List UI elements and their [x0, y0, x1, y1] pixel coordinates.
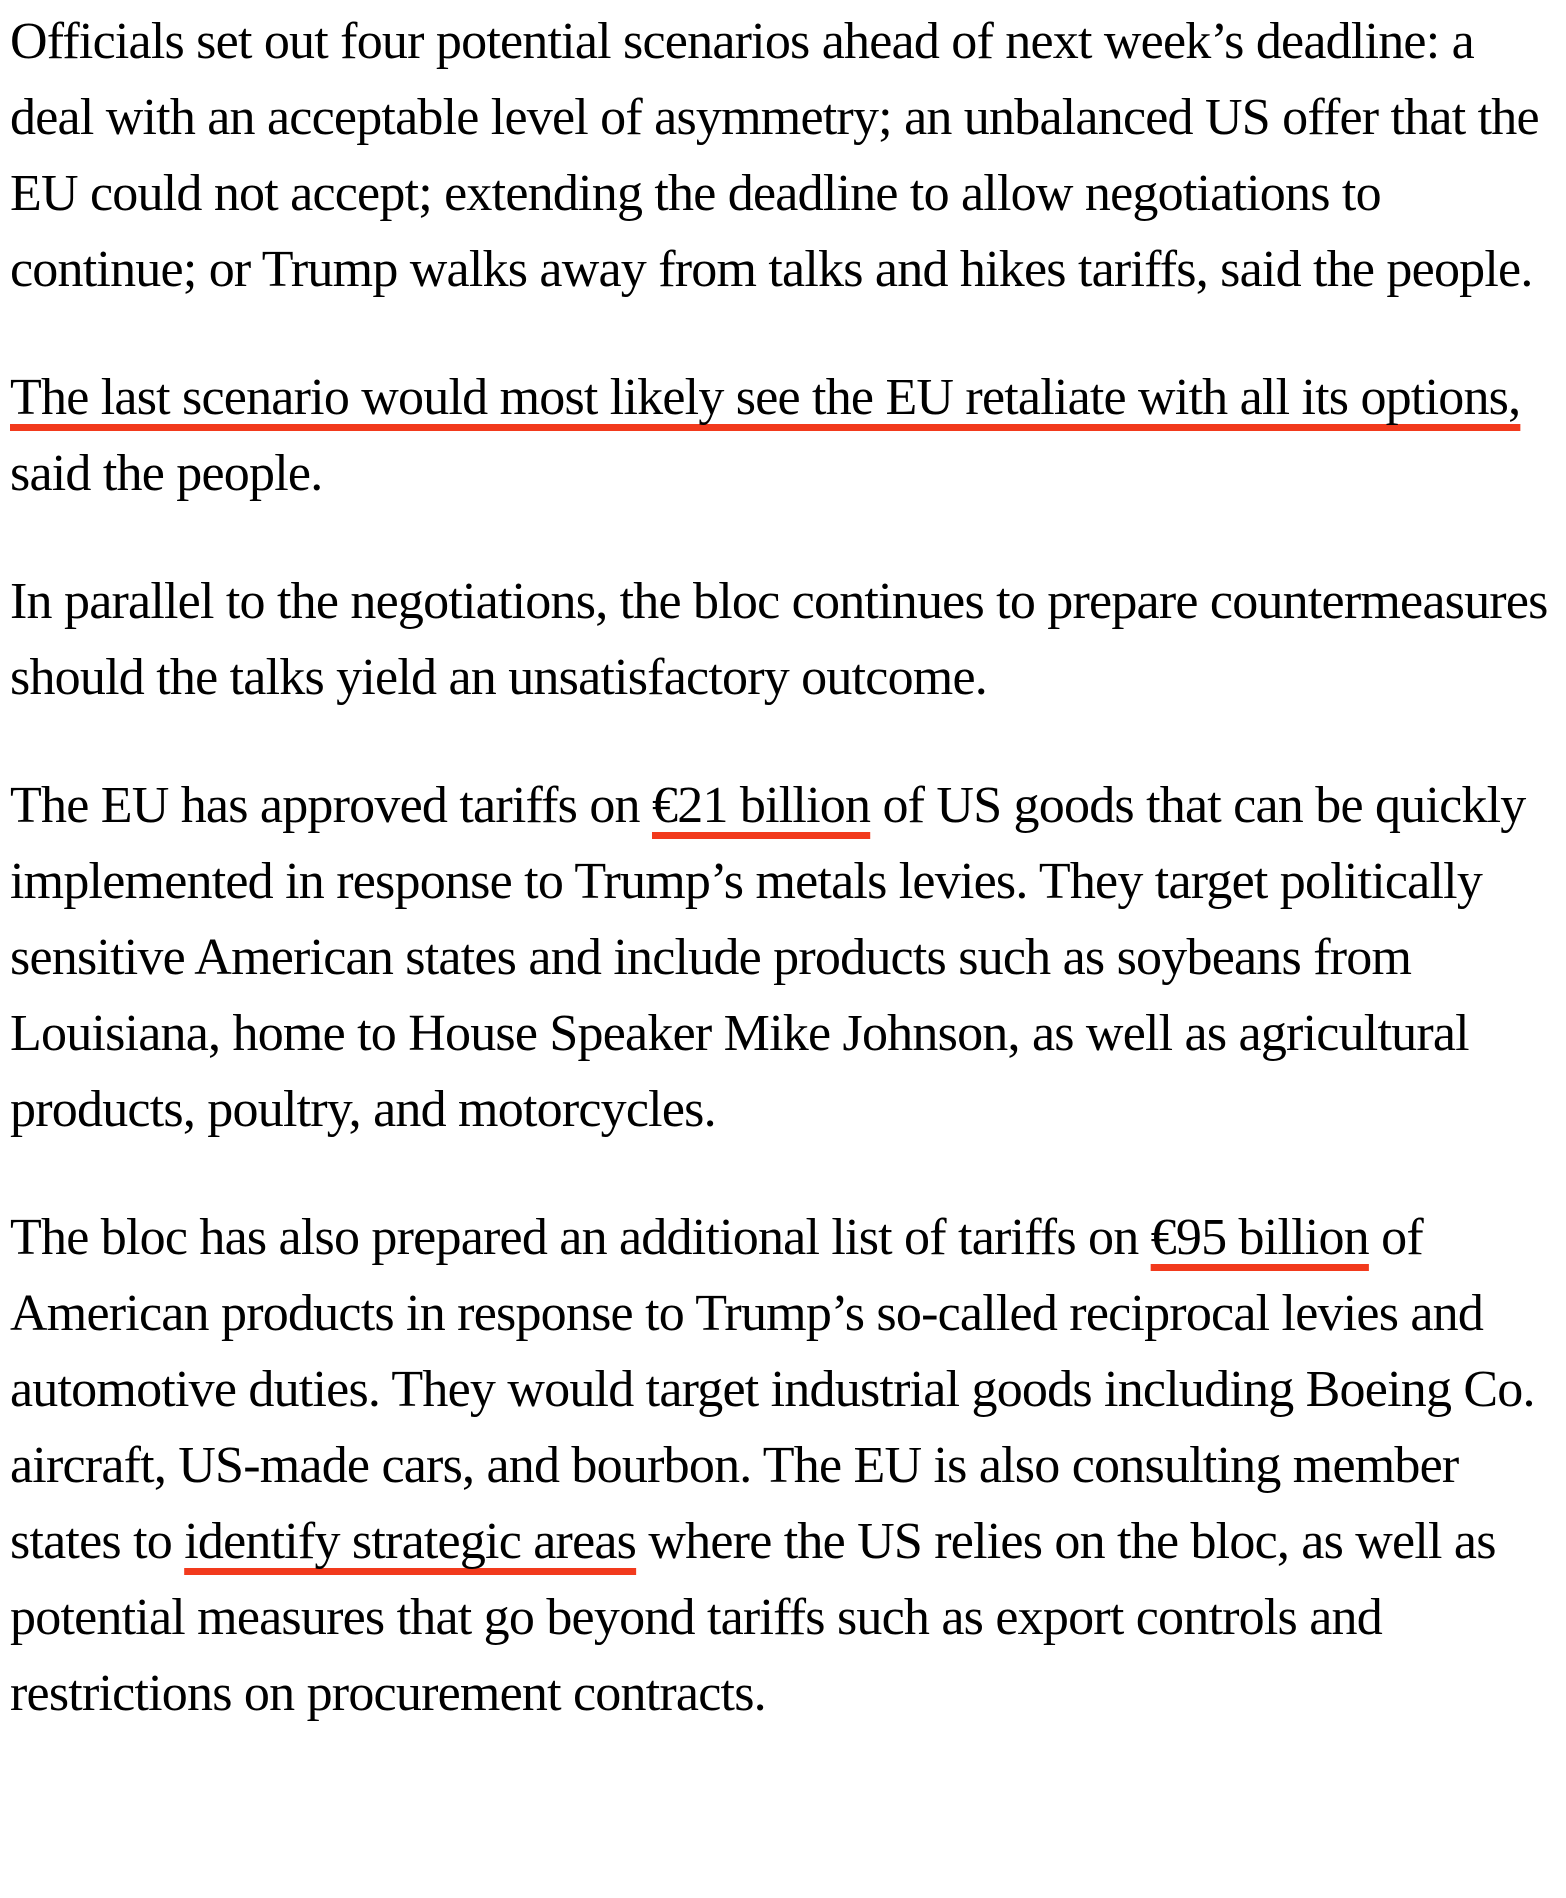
text-segment: where the US relies on the bloc, as well as potential measures that go beyond tariffs such as export controls and restrictions on procurement contracts.: [10, 1513, 1496, 1722]
paragraph: [10, 360, 1550, 512]
text-segment: of US goods that can be quickly implemented in response to Trump’s metals levies. They target politically sensitive American states and include products such as soybeans from Louisiana, home to House Speaker Mike Johnson, as well as agricultural products, poultry, and motorcycles.: [10, 777, 1526, 1138]
paragraph: [10, 564, 1550, 716]
inline-link[interactable]: €95 billion: [1150, 1209, 1369, 1266]
inline-link[interactable]: €21 billion: [652, 777, 871, 834]
paragraph: [10, 1200, 1550, 1732]
text-segment: Officials set out four potential scenarios ahead of next week’s deadline: a deal with an acceptable level of asymmetry; an unbalanced US offer that the EU could not accept; extending the deadline to allow negotiations to continue; or Trump walks away from talks and hikes tariffs, said the people.: [10, 13, 1539, 298]
text-segment: said the people.: [10, 445, 323, 502]
inline-link[interactable]: identify strategic areas: [184, 1513, 637, 1570]
text-segment: of American products in response to Trump’s so-called reciprocal levies and automotive duties. They would target industrial goods including Boeing Co. aircraft, US-made cars, and bourbon. The EU is also consulting member states to: [10, 1209, 1535, 1570]
text-segment: The EU has approved tariffs on: [10, 777, 652, 834]
paragraph: [10, 4, 1550, 308]
text-segment: The bloc has also prepared an additional list of tariffs on: [10, 1209, 1151, 1266]
text-segment: In parallel to the negotiations, the bloc continues to prepare countermeasures should the talks yield an unsatisfactory outcome.: [10, 573, 1548, 706]
paragraph: [10, 768, 1550, 1148]
inline-link[interactable]: The last scenario would most likely see the EU retaliate with all its options,: [10, 369, 1521, 426]
